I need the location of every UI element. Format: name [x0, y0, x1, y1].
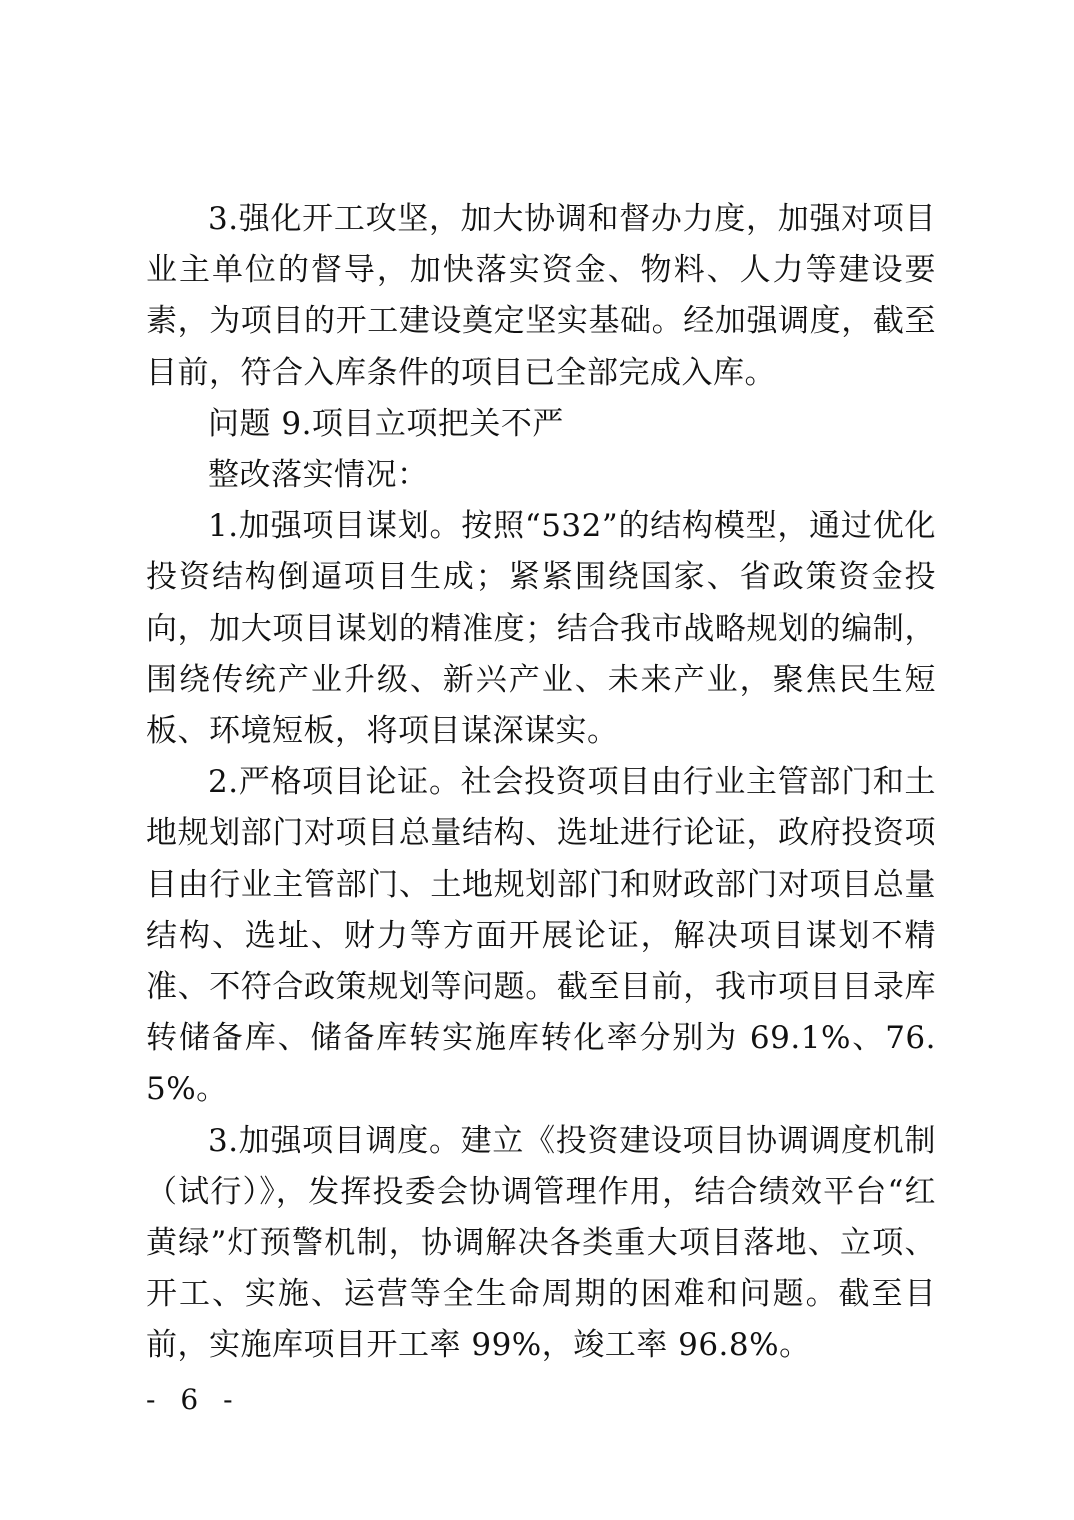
paragraph-project-scheduling: 3.加强项目调度。建立《投资建设项目协调调度机制（试行）》，发挥投委会协调管理作用，结合绩效平台“红黄绿”灯预警机制，协调解决各类重大项目落地、立项、开工、实施、运营等全生命周期的困难和问题。截至目前，实施库项目开工率 99%，竣工率 96.8%。: [146, 1122, 936, 1364]
body-text: [146, 194, 936, 1372]
paragraph-project-demonstration: 2.严格项目论证。社会投资项目由行业主管部门和土地规划部门对项目总量结构、选址进行论证，政府投资项目由行业主管部门、土地规划部门和财政部门对项目总量结构、选址、财力等方面开展论证，解决项目谋划不精准、不符合政策规划等问题。截至目前，我市项目目录库转储备库、储备库转实施库转化率分别为 69.1%、76.5%。: [146, 764, 936, 1108]
issue-heading: 问题 9.项目立项把关不严: [208, 405, 564, 442]
paragraph-measure-3: 3.强化开工攻坚，加大协调和督办力度，加强对项目业主单位的督导，加快落实资金、物料、人力等建设要素，为项目的开工建设奠定坚实基础。经加强调度，截至目前，符合入库条件的项目已全部完成入库。: [146, 201, 936, 391]
paragraph-project-planning: 1.加强项目谋划。按照“532”的结构模型，通过优化投资结构倒逼项目生成；紧紧围绕国家、省政策资金投向，加大项目谋划的精准度；结合我市战略规划的编制，围绕传统产业升级、新兴产业、未来产业，聚焦民生短板、环境短板，将项目谋深谋实。: [146, 508, 936, 750]
page-number: - 6 -: [146, 1383, 241, 1416]
rectification-heading: 整改落实情况：: [208, 457, 429, 494]
